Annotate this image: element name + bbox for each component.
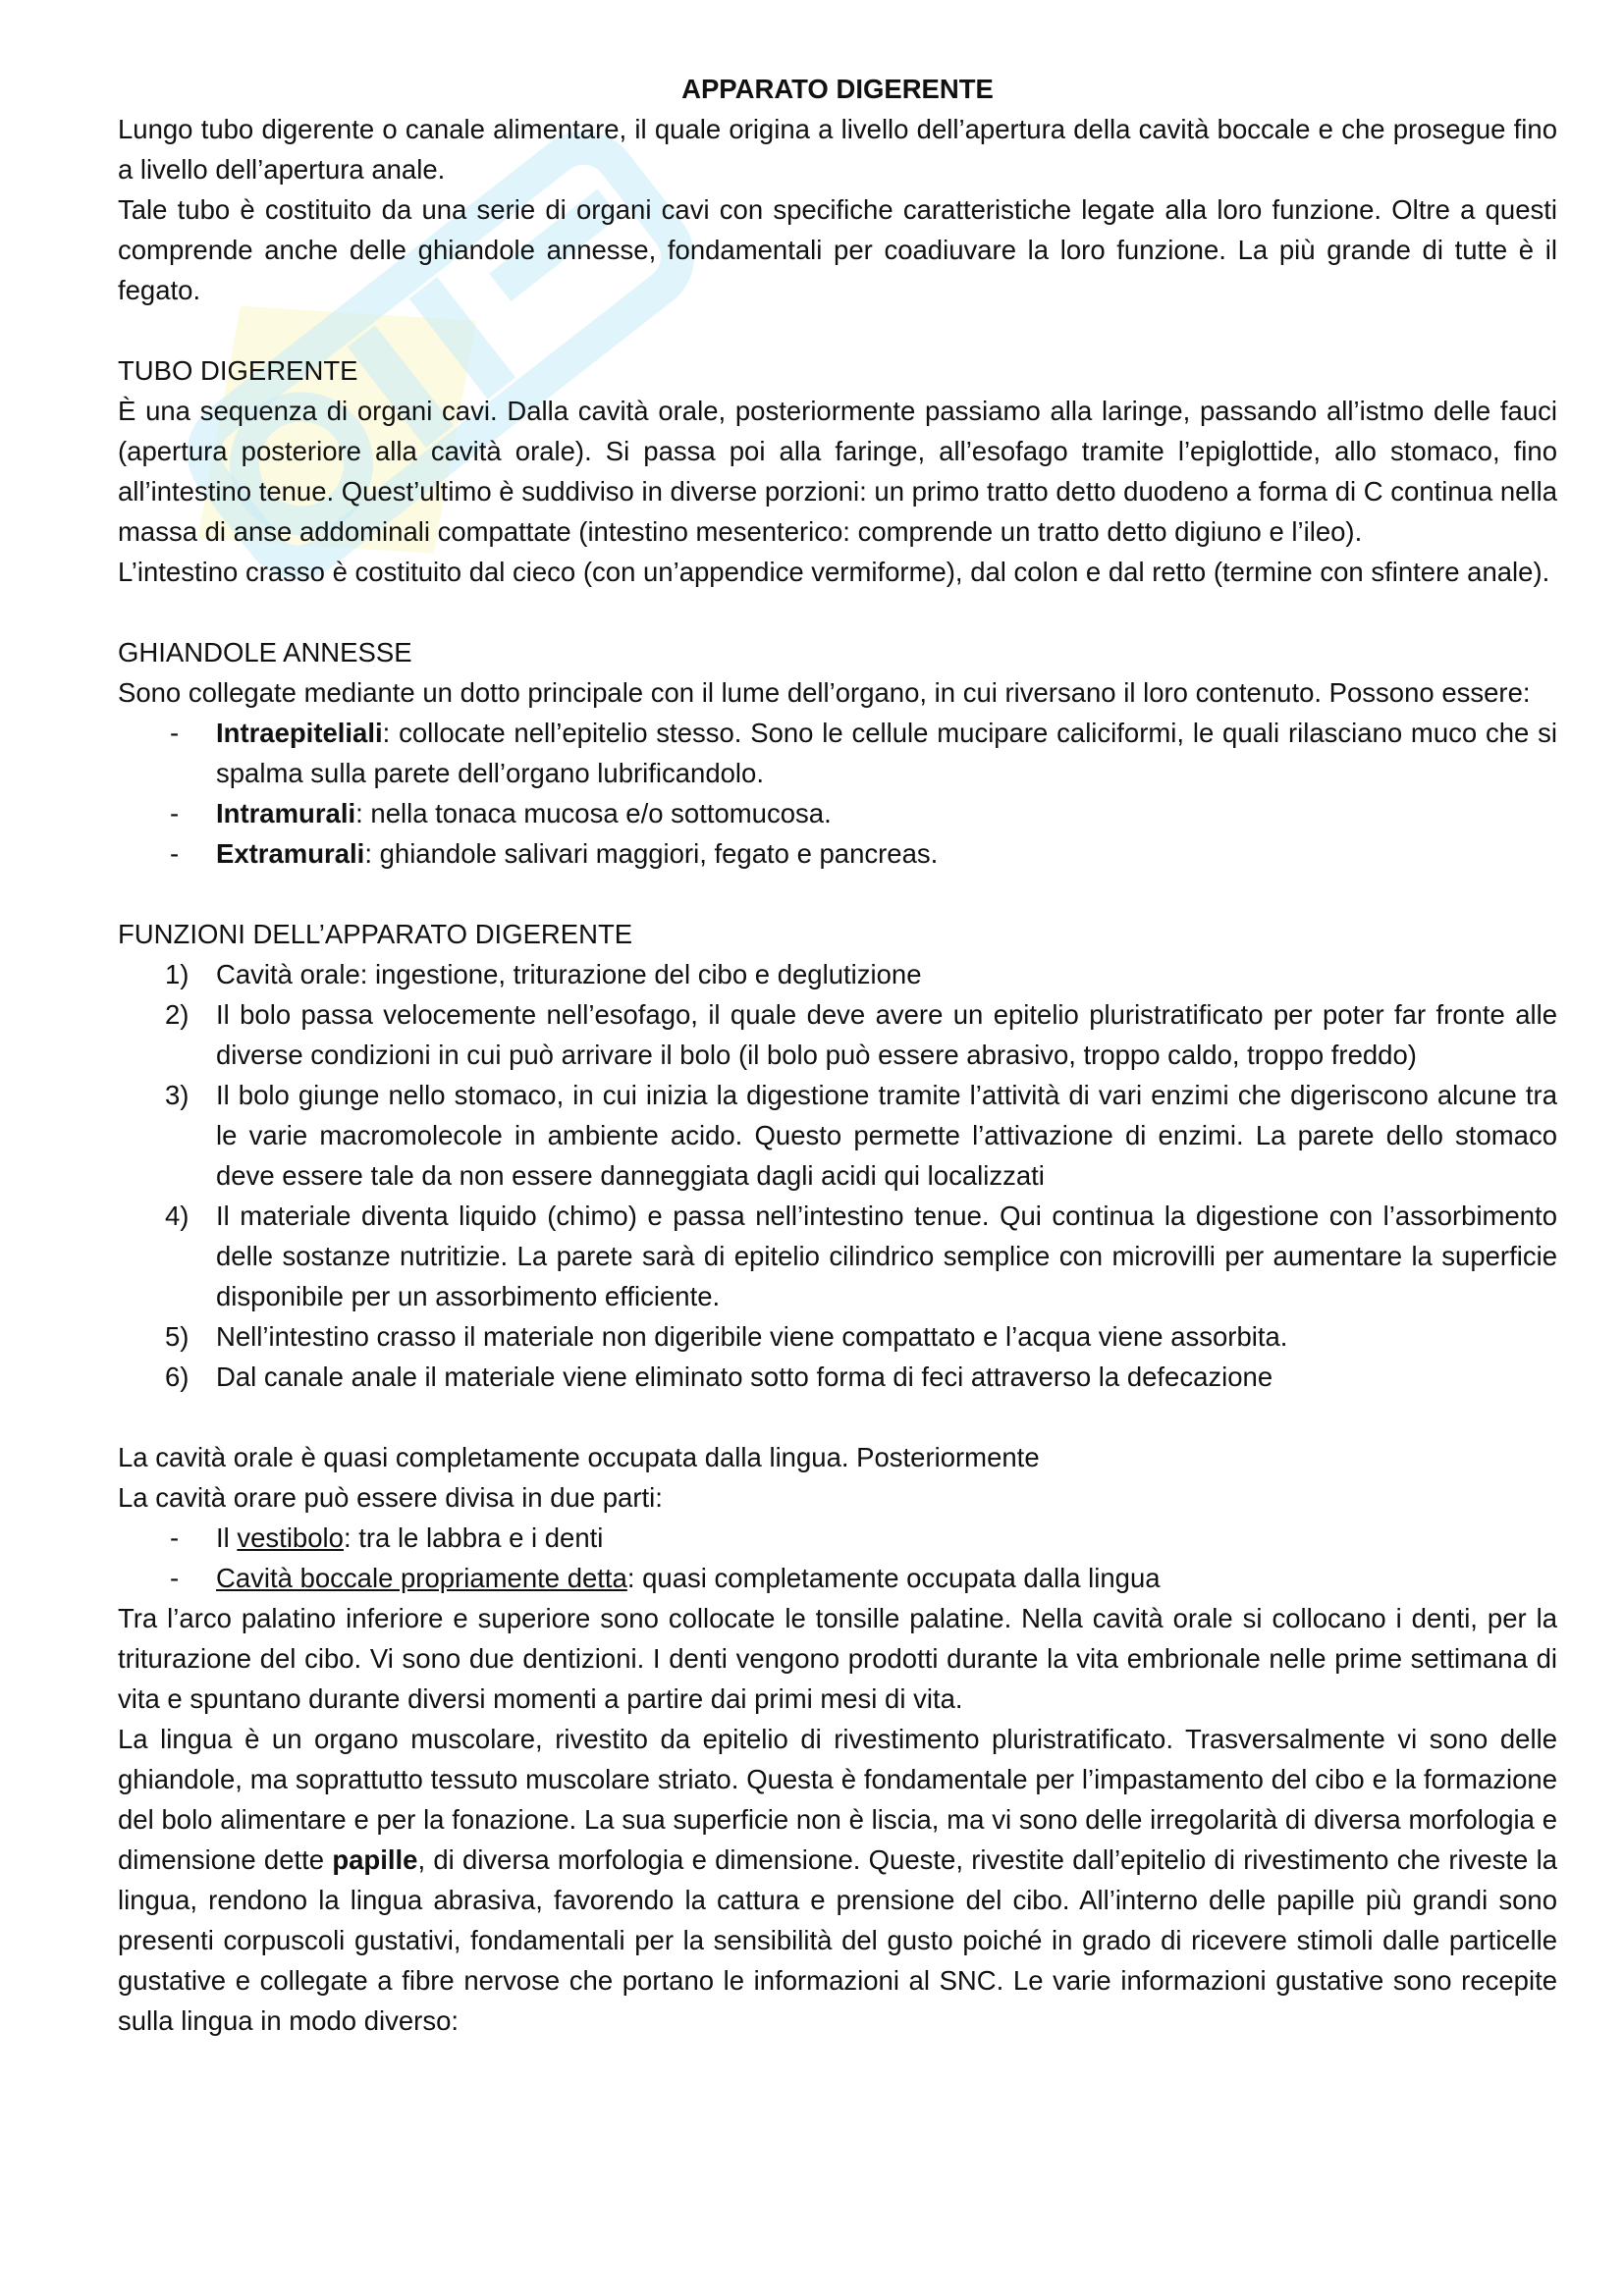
cavita-list: [118, 1518, 1557, 1598]
list-item: [118, 994, 1557, 1075]
list-item-text: : ghiandole salivari maggiori, fegato e pancreas.: [364, 838, 939, 869]
list-item: [118, 1518, 1557, 1558]
list-item: [118, 954, 1557, 994]
list-item: [118, 1357, 1557, 1397]
list-item-text: Il bolo passa velocemente nell’esofago, il quale deve avere un epitelio pluristratificato per poter far fronte alle diverse condizioni in cui può arrivare il bolo (il bolo può essere abrasivo, troppo caldo, troppo freddo): [216, 999, 1557, 1070]
lingua-text-a: La lingua è un organo muscolare, rivestito da epitelio di rivestimento pluristratificato. Trasversalmente vi sono delle ghiandole, ma soprattutto tessuto muscolare striato. Questa è fondamentale per l’impastamento del cibo e la formazione del bolo alimentare e per la fonazione. La sua superficie non è liscia, ma vi sono delle irregolarità di diversa morfologia e dimensione dette: [118, 1724, 1557, 1875]
list-item-text: : collocate nell’epitelio stesso. Sono le cellule mucipare caliciformi, le quali rilasciano muco che si spalma sulla parete dell’organo lubrificandolo.: [216, 718, 1557, 788]
lingua-paragraph: [118, 1719, 1557, 2041]
lingua-term-papille: papille: [332, 1844, 418, 1875]
list-number: 4): [165, 1201, 189, 1231]
ghiandole-list: [118, 713, 1557, 874]
section-heading-ghiandole: GHIANDOLE ANNESSE: [118, 637, 412, 667]
dash-bullet: -: [170, 838, 180, 869]
dash-bullet: -: [170, 1522, 180, 1553]
list-number: 5): [165, 1321, 189, 1352]
list-item-text: Nell’intestino crasso il materiale non digeribile viene compattato e l’acqua viene assorbita.: [216, 1321, 1288, 1352]
list-item-term: Intraepiteliali: [216, 718, 383, 748]
dash-bullet: -: [170, 1563, 180, 1593]
list-number: 3): [165, 1080, 189, 1110]
dash-bullet: -: [170, 798, 180, 828]
section-heading-tubo: TUBO DIGERENTE: [118, 355, 358, 386]
list-item: [118, 793, 1557, 833]
lingua-text-b: , di diversa morfologia e dimensione. Queste, rivestite dall’epitelio di rivestimento che riveste la lingua, rendono la lingua abrasiva, favorendo la cattura e prensione del cibo. All’interno delle papille più grandi sono presenti corpuscoli gustativi, fondamentali per la sensibilità del gusto poiché in grado di ricevere stimoli dalle particelle gustative e collegate a fibre nervose che portano le informazioni al SNC. Le varie informazioni gustative sono recepite sulla lingua in modo diverso:: [118, 1844, 1557, 2036]
list-number: 2): [165, 999, 189, 1030]
cavita-paragraph-2: La cavità orare può essere divisa in due parti:: [118, 1482, 663, 1513]
tubo-paragraph-1: È una sequenza di organi cavi. Dalla cavità orale, posteriormente passiamo alla laringe, passando all’istmo delle fauci (apertura posteriore alla cavità orale). Si passa poi alla faringe, all’esofago tramite l’epiglottide, allo stomaco, fino all’intestino tenue. Quest’ultimo è suddiviso in diverse porzioni: un primo tratto detto duodeno a forma di C continua nella massa di anse addominali compattate (intestino mesenterico: comprende un tratto detto digiuno e l’ileo).: [118, 396, 1557, 547]
list-item-text: : tra le labbra e i denti: [343, 1522, 604, 1553]
list-item: [118, 1075, 1557, 1196]
list-item-term: Intramurali: [216, 798, 356, 828]
list-item: [118, 833, 1557, 874]
list-item-text: : nella tonaca mucosa e/o sottomucosa.: [355, 798, 832, 828]
list-item: [118, 713, 1557, 793]
cavita-paragraph-1: La cavità orale è quasi completamente occupata dalla lingua. Posteriormente: [118, 1442, 1040, 1472]
paragraph-spacer: [118, 1397, 1557, 1437]
dash-bullet: -: [170, 718, 180, 748]
list-item-term: Extramurali: [216, 838, 365, 869]
list-number: 6): [165, 1362, 189, 1392]
tubo-paragraph-2: L’intestino crasso è costituito dal cieco (con un’appendice vermiforme), dal colon e dal retto (termine con sfintere anale).: [118, 557, 1550, 587]
list-item-text: Il materiale diventa liquido (chimo) e passa nell’intestino tenue. Qui continua la digestione con l’assorbimento delle sostanze nutritizie. La parete sarà di epitelio cilindrico semplice con microvilli per aumentare la superficie disponibile per un assorbimento efficiente.: [216, 1201, 1557, 1311]
ghiandole-paragraph: Sono collegate mediante un dotto principale con il lume dell’organo, in cui riversano il loro contenuto. Possono essere:: [118, 677, 1531, 708]
list-number: 1): [165, 959, 189, 989]
section-heading-funzioni: FUNZIONI DELL’APPARATO DIGERENTE: [118, 919, 633, 949]
cavita-paragraph-3: Tra l’arco palatino inferiore e superiore sono collocate le tonsille palatine. Nella cavità orale si collocano i denti, per la triturazione del cibo. Vi sono due dentizioni. I denti vengono prodotti durante la vita embrionale nelle prime settimana di vita e spuntano durante diversi momenti a partire dai primi mesi di vita.: [118, 1603, 1557, 1714]
list-item-term: vestibolo: [237, 1522, 344, 1553]
list-item-term: Cavità boccale propriamente detta: [216, 1563, 627, 1593]
list-item-text: : quasi completamente occupata dalla lingua: [626, 1563, 1161, 1593]
intro-paragraph-2: Tale tubo è costituito da una serie di organi cavi con specifiche caratteristiche legate alla loro funzione. Oltre a questi comprende anche delle ghiandole annesse, fondamentali per coadiuvare la loro funzione. La più grande di tutte è il fegato.: [118, 194, 1557, 305]
list-item: [118, 1316, 1557, 1357]
list-item: [118, 1558, 1557, 1598]
document-page: [118, 69, 1557, 2041]
intro-paragraph-1: Lungo tubo digerente o canale alimentare, il quale origina a livello dell’apertura della cavità boccale e che prosegue fino a livello dell’apertura anale.: [118, 114, 1557, 185]
list-item: [118, 1196, 1557, 1316]
funzioni-list: [118, 954, 1557, 1397]
list-item-text: Cavità orale: ingestione, triturazione del cibo e deglutizione: [216, 959, 922, 989]
list-item-text: Dal canale anale il materiale viene eliminato sotto forma di feci attraverso la defecazione: [216, 1362, 1273, 1392]
list-item-text: Il bolo giunge nello stomaco, in cui inizia la digestione tramite l’attività di vari enzimi che digeriscono alcune tra le varie macromolecole in ambiente acido. Questo permette l’attivazione di enzimi. La parete dello stomaco deve essere tale da non essere danneggiata dagli acidi qui localizzati: [216, 1080, 1557, 1191]
list-item-prefix: Il: [216, 1522, 238, 1553]
document-title: APPARATO DIGERENTE: [681, 74, 994, 104]
